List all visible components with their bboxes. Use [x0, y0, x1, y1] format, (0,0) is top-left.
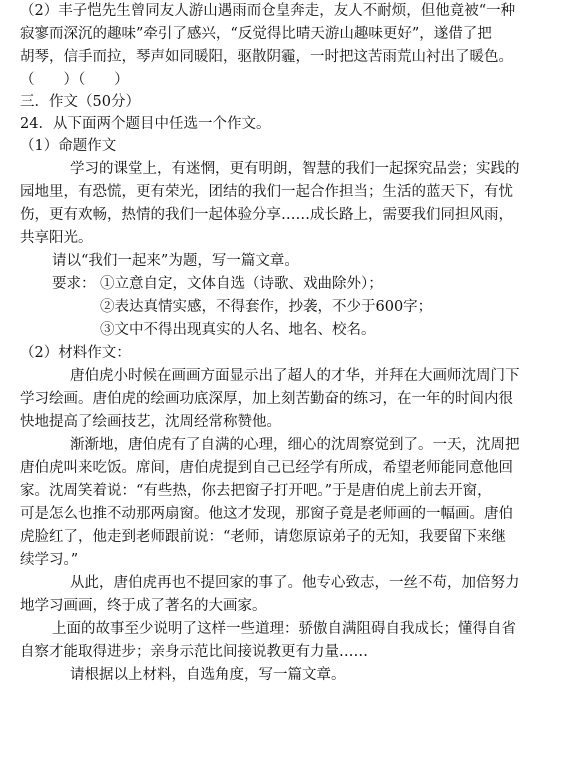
- material-line: 自察才能取得进步；亲身示范比间接说教更有力量……: [20, 644, 368, 660]
- part1-para-line: 学习的课堂上，有迷惘，更有明朗，智慧的我们一起探究品尝；实践的: [70, 161, 520, 177]
- requirement-1: ①立意自定，文体自选（诗歌、戏曲除外）；: [100, 276, 383, 292]
- material-line: 唐伯虎叫来吃饭。席间，唐伯虎提到自己已经学有所成，希望老师能同意他回: [20, 460, 513, 476]
- material-line: 唐伯虎小时候在画画方面显示出了超人的才华，并拜在大画师沈周门下: [70, 368, 520, 384]
- part1-para-line: 伤，更有欢畅，热情的我们一起体验分享……成长路上，需要我们同担风雨，: [20, 207, 513, 223]
- requirement-3: ③文中不得出现真实的人名、地名、校名。: [100, 322, 376, 338]
- part1-para-line: 园地里，有恐慌，更有荣光，团结的我们一起合作担当；生活的蓝天下，有忧: [20, 184, 513, 200]
- q2-line-2: 寂寥而深沉的趣味”牵引了感兴，“反觉得比晴天游山趣味更好”，遂借了把: [20, 26, 492, 42]
- material-line: 地学习画画，终于成了著名的大画家。: [20, 598, 267, 614]
- requirement-2: ②表达真情实感，不得套作，抄袭，不少于600字；: [100, 299, 433, 315]
- part2-heading: （2）材料作文：: [20, 345, 131, 361]
- part1-heading: （1）命题作文: [20, 138, 117, 154]
- q2-line-3: 胡琴，信手而拉，琴声如同暖阳，驱散阴霾，一时把这苦雨荒山衬出了暖色。: [20, 49, 513, 65]
- section-title: 三．作文（50分）: [20, 94, 140, 110]
- material-line: 可是怎么也推不动那两扇窗。他这才发现，那窗子竟是老师画的一幅画。唐伯: [20, 506, 513, 522]
- requirements-label: 要求：: [52, 276, 96, 292]
- material-line: 从此，唐伯虎再也不提回家的事了。他专心致志，一丝不苟，加倍努力: [70, 575, 520, 591]
- material-line: 学习绘画。唐伯虎的绘画功底深厚，加上刻苦勤奋的练习，在一年的时间内很: [20, 391, 513, 407]
- part1-para-line: 共享阳光。: [20, 230, 93, 246]
- material-line: 家。沈周笑着说：“有些热，你去把窗子打开吧。”于是唐伯虎上前去开窗，: [20, 483, 492, 499]
- material-line: 上面的故事至少说明了这样一些道理：骄傲自满阻碍自我成长；懂得自省: [52, 621, 516, 637]
- material-line: 渐渐地，唐伯虎有了自满的心理，细心的沈周察觉到了。一天，沈周把: [70, 437, 520, 453]
- material-line: 续学习。”: [20, 552, 79, 568]
- material-line: 快地提高了绘画技艺，沈周经常称赞他。: [20, 414, 281, 430]
- answer-blanks: （ ）（ ）: [20, 72, 129, 88]
- question-24-stem: 24．从下面两个题目中任选一个作文。: [20, 116, 271, 132]
- part1-instruction: 请以“我们一起来”为题，写一篇文章。: [52, 253, 299, 269]
- part2-instruction: 请根据以上材料，自选角度，写一篇文章。: [70, 667, 346, 683]
- q2-line-1: （2）丰子恺先生曾同友人游山遇雨而仓皇奔走，友人不耐烦，但他竟被“一种: [20, 3, 516, 19]
- material-line: 虎脸红了，他走到老师跟前说：“老师，请您原谅弟子的无知，我要留下来继: [20, 529, 506, 545]
